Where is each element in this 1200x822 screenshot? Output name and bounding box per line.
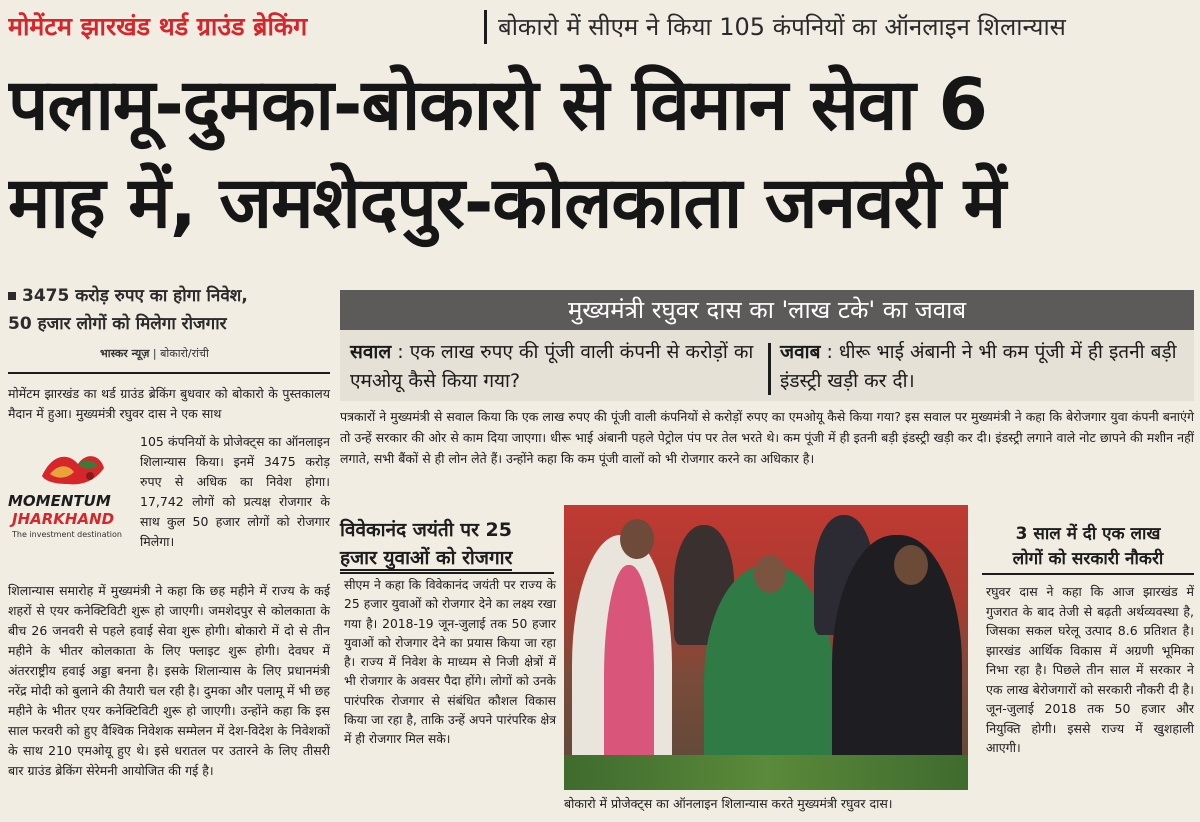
left-divider — [8, 372, 330, 374]
photo-person — [894, 545, 928, 585]
photo-caption: बोकारो में प्रोजेक्ट्स का ऑनलाइन शिलान्यास करते मुख्यमंत्री रघुवर दास। — [564, 796, 893, 811]
left-paragraph-2: 105 कंपनियों के प्रोजेक्ट्स का ऑनलाइन शिलान्यास किया। इनमें 3475 करोड़ रुपए से अधिक का निवेश होगा। 17,742 लोगों को प्रत्यक्ष रोजगार के साथ कुल 50 हजार लोगों को रोजगार मिलेगा। — [140, 434, 330, 549]
logo-tagline: The investment destination — [12, 530, 122, 539]
photo-plants — [564, 755, 968, 790]
photo-person — [754, 555, 786, 593]
headline-line-2: माह में, जमशेदपुर-कोलकाता जनवरी में — [8, 161, 1006, 244]
vivekanand-divider — [340, 572, 554, 574]
vivekanand-heading-line-1: विवेकानंद जयंती पर 25 — [340, 519, 512, 541]
momentum-jharkhand-logo — [8, 440, 136, 572]
photo-person — [620, 519, 654, 559]
vivekanand-heading-line-2: हजार युवाओं को रोजगार — [340, 547, 513, 569]
bullet-item: 50 हजार लोगों को मिलेगा रोजगार — [8, 314, 227, 334]
logo-text-jharkhand: JHARKHAND — [12, 510, 115, 528]
logo-text-momentum: MOMENTUM — [8, 492, 111, 510]
top-subheadline: बोकारो में सीएम ने किया 105 कंपनियों का ऑनलाइन शिलान्यास — [498, 13, 1066, 41]
answer-text: जवाब : धीरू भाई अंबानी ने भी कम पूंजी में ही इतनी बड़ी इंडस्ट्री खड़ी कर दी। — [780, 341, 1177, 392]
highlight-bullets — [8, 282, 330, 338]
qa-banner: मुख्यमंत्री रघुवर दास का 'लाख टके' का जवाब — [340, 290, 1194, 330]
question-label: सवाल — [350, 341, 392, 363]
right-heading — [982, 522, 1194, 572]
kicker-divider — [484, 10, 487, 44]
byline-source: भास्कर न्यूज़ — [100, 347, 150, 360]
right-divider — [982, 573, 1194, 575]
vivekanand-paragraph: सीएम ने कहा कि विवेकानंद जयंती पर राज्य के 25 हजार युवाओं को रोजगार देने का लक्ष्य रखा गया है। 2018-19 जून-जुलाई तक 50 हजार युवाओं को रोजगार देने का प्रयास किया जा रहा है। राज्य में निवेश के माध्यम से निजी क्षेत्रों में भी रोजगार के अवसर पैदा होंगे। लोगों को उनके पारंपरिक रोजगार से संबंधित कौशल विकास किया जा रहा है, ताकि उन्हें अपने पारंपरिक क्षेत्र में ही रोजगार मिल सके। — [344, 578, 556, 747]
qa-divider — [768, 343, 771, 395]
logo-emblem-icon — [38, 446, 108, 490]
left-paragraph-1: मोमेंटम झारखंड का थर्ड ग्राउंड ब्रेकिंग बुधवार को बोकारो के पुस्तकालय मैदान में हुआ। मुख्यमंत्री रघुवर दास ने एक साथ — [8, 386, 330, 421]
headline-line-1: पलामू-दुमका-बोकारो से विमान सेवा 6 — [8, 63, 987, 146]
qa-paragraph: पत्रकारों ने मुख्यमंत्री से सवाल किया कि एक लाख रुपए की पूंजी वाली कंपनियों से करोड़ों रुपए का एमओयू कैसे किया गया? इस सवाल पर मुख्यमंत्री ने कहा कि बेरोजगार युवा कंपनी बनाएंगे तो उन्हें सरकार की ओर से काम दिया जाएगा। धीरू भाई अंबानी पहले पेट्रोल पंप पर तेल भरते थे। कम पूंजी में ही इतनी बड़ी इंडस्ट्री खड़ी कर दी। इंडस्ट्री लगाने वाले नोट छापने की मशीन नहीं लगाते, सभी बैंकों से ही लोन लेते हैं। उन्होंने कहा कि कम पूंजी वालों को भी रोजगार करने का अधिकार है। — [340, 409, 1194, 466]
left-paragraph-3: शिलान्यास समारोह में मुख्यमंत्री ने कहा कि छह महीने में राज्य के कई शहरों से एयर कनेक्टिविटी शुरू हो जाएगी। जमशेदपुर से कोलकाता के बीच 26 जनवरी से पहले हवाई सेवा शुरू होगी। बोकारो में दो से तीन महीने के भीतर कोलकाता के लिए फ्लाइट शुरू होगी। देवघर में अंतरराष्ट्रीय हवाई अड्डा बनना है। इसके शिलान्यास के लिए प्रधानमंत्री नरेंद्र मोदी को बुलाने की तैयारी चल रही है। दुमका और पलामू में भी छह महीने के भीतर एयर कनेक्टिविटी शुरू हो जाएगी। उन्होंने कहा कि इस साल फरवरी को हुए वैश्विक निवेशक सम्मेलन में देश-विदेश के निवेशकों के साथ 210 एमओयू हुए थे। इसे धरातल पर उतारने के लिए तीसरी बार ग्राउंड ब्रेकिंग सेरेमनी आयोजित की गई है। — [8, 583, 330, 778]
byline: भास्कर न्यूज़ | बोकारो/रांची — [100, 347, 209, 360]
event-photo — [564, 505, 968, 790]
bullet-item: 3475 करोड़ रुपए का होगा निवेश, — [8, 282, 330, 310]
bullet-square-icon — [8, 292, 16, 300]
vivekanand-heading — [340, 516, 554, 572]
right-heading-line-1: 3 साल में दी एक लाख — [1015, 524, 1161, 544]
main-headline — [8, 56, 1196, 252]
section-kicker: मोमेंटम झारखंड थर्ड ग्राउंड ब्रेकिंग — [8, 12, 308, 41]
answer-label: जवाब — [780, 341, 821, 363]
byline-place: बोकारो/रांची — [160, 347, 209, 360]
question-text: सवाल : एक लाख रुपए की पूंजी वाली कंपनी से करोड़ों का एमओयू कैसे किया गया? — [350, 341, 754, 392]
right-paragraph: रघुवर दास ने कहा कि आज झारखंड में गुजरात के बाद तेजी से बढ़ती अर्थव्यवस्था है, जिसका सकल घरेलू उत्पाद 8.6 प्रतिशत है। झारखंड आर्थिक विकास में अग्रणी भूमिका निभा रहा है। पिछले तीन साल में सरकार ने एक लाख बेरोजगारों को सरकारी नौकरी दी है। जून-जुलाई 2018 तक 50 हजार और नियुक्ति होगी। इससे राज्य में खुशहाली आएगी। — [986, 584, 1194, 755]
right-heading-line-2: लोगों को सरकारी नौकरी — [1012, 549, 1164, 569]
